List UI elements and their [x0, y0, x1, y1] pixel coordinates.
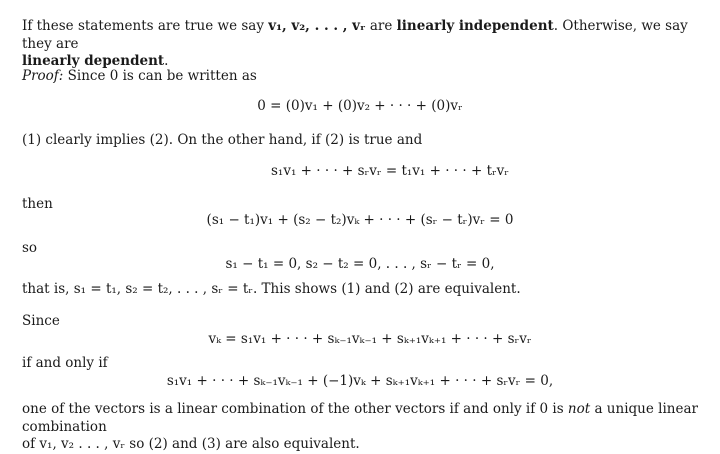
word-since: Since	[22, 313, 60, 329]
term-linearly-dependent: linearly dependent	[22, 53, 165, 70]
equation-coefficients-equal: s₁ − t₁ = 0, s₂ − t₂ = 0, . . . , sᵣ − tᵣ = 0,	[225, 256, 495, 272]
definition-mid: are	[365, 18, 397, 34]
proof-intro	[22, 68, 698, 86]
definition-prefix: If these statements are true we say	[22, 18, 269, 34]
equation-zero-combination: 0 = (0)v₁ + (0)v₂ + · · · + (0)vᵣ	[257, 98, 463, 114]
word-so: so	[22, 240, 38, 256]
conclusion-text-b: a unique linear combination	[22, 401, 698, 435]
equation-two-representations: s₁v₁ + · · · + sᵣvᵣ = t₁v₁ + · · · + tᵣvᵣ	[271, 163, 509, 179]
definition-after: . Otherwise, we say they are	[22, 18, 688, 52]
conclusion-not: not	[567, 401, 591, 417]
conclusion-text-a: one of the vectors is a linear combination of the other vectors if and only if 0 is	[22, 401, 568, 417]
equation-minus-one-vk: s₁v₁ + · · · + sₖ₋₁vₖ₋₁ + (−1)vₖ + sₖ₊₁vₖ₊₁ + · · · + sᵣvᵣ = 0,	[166, 373, 554, 389]
word-then: then	[22, 196, 53, 212]
definition-paragraph	[22, 18, 698, 71]
proof-label: Proof:	[22, 68, 64, 84]
phrase-if-and-only-if: if and only if	[22, 355, 108, 371]
equation-difference-zero: (s₁ − t₁)v₁ + (s₂ − t₂)vₖ + · · · + (sᵣ − tᵣ)vᵣ = 0	[206, 212, 514, 228]
definition-vectors: v₁, v₂, . . . , vᵣ	[268, 18, 366, 34]
proof-line-implies: (1) clearly implies (2). On the other hand, if (2) is true and	[22, 132, 423, 148]
conclusion-paragraph	[22, 401, 698, 454]
equation-vk-combination: vₖ = s₁v₁ + · · · + sₖ₋₁vₖ₋₁ + sₖ₊₁vₖ₊₁ + · · · + sᵣvᵣ	[208, 331, 532, 347]
proof-intro-text: Since 0 is can be written as	[63, 68, 257, 84]
conclusion-text-c: of v₁, v₂ . . . , vᵣ so (2) and (3) are also equivalent.	[22, 436, 360, 453]
proof-line-equivalent: that is, s₁ = t₁, s₂ = t₂, . . . , sᵣ = tᵣ. This shows (1) and (2) are equivalent.	[22, 281, 521, 297]
definition-end: .	[164, 53, 169, 70]
term-linearly-independent: linearly independent	[396, 18, 554, 34]
